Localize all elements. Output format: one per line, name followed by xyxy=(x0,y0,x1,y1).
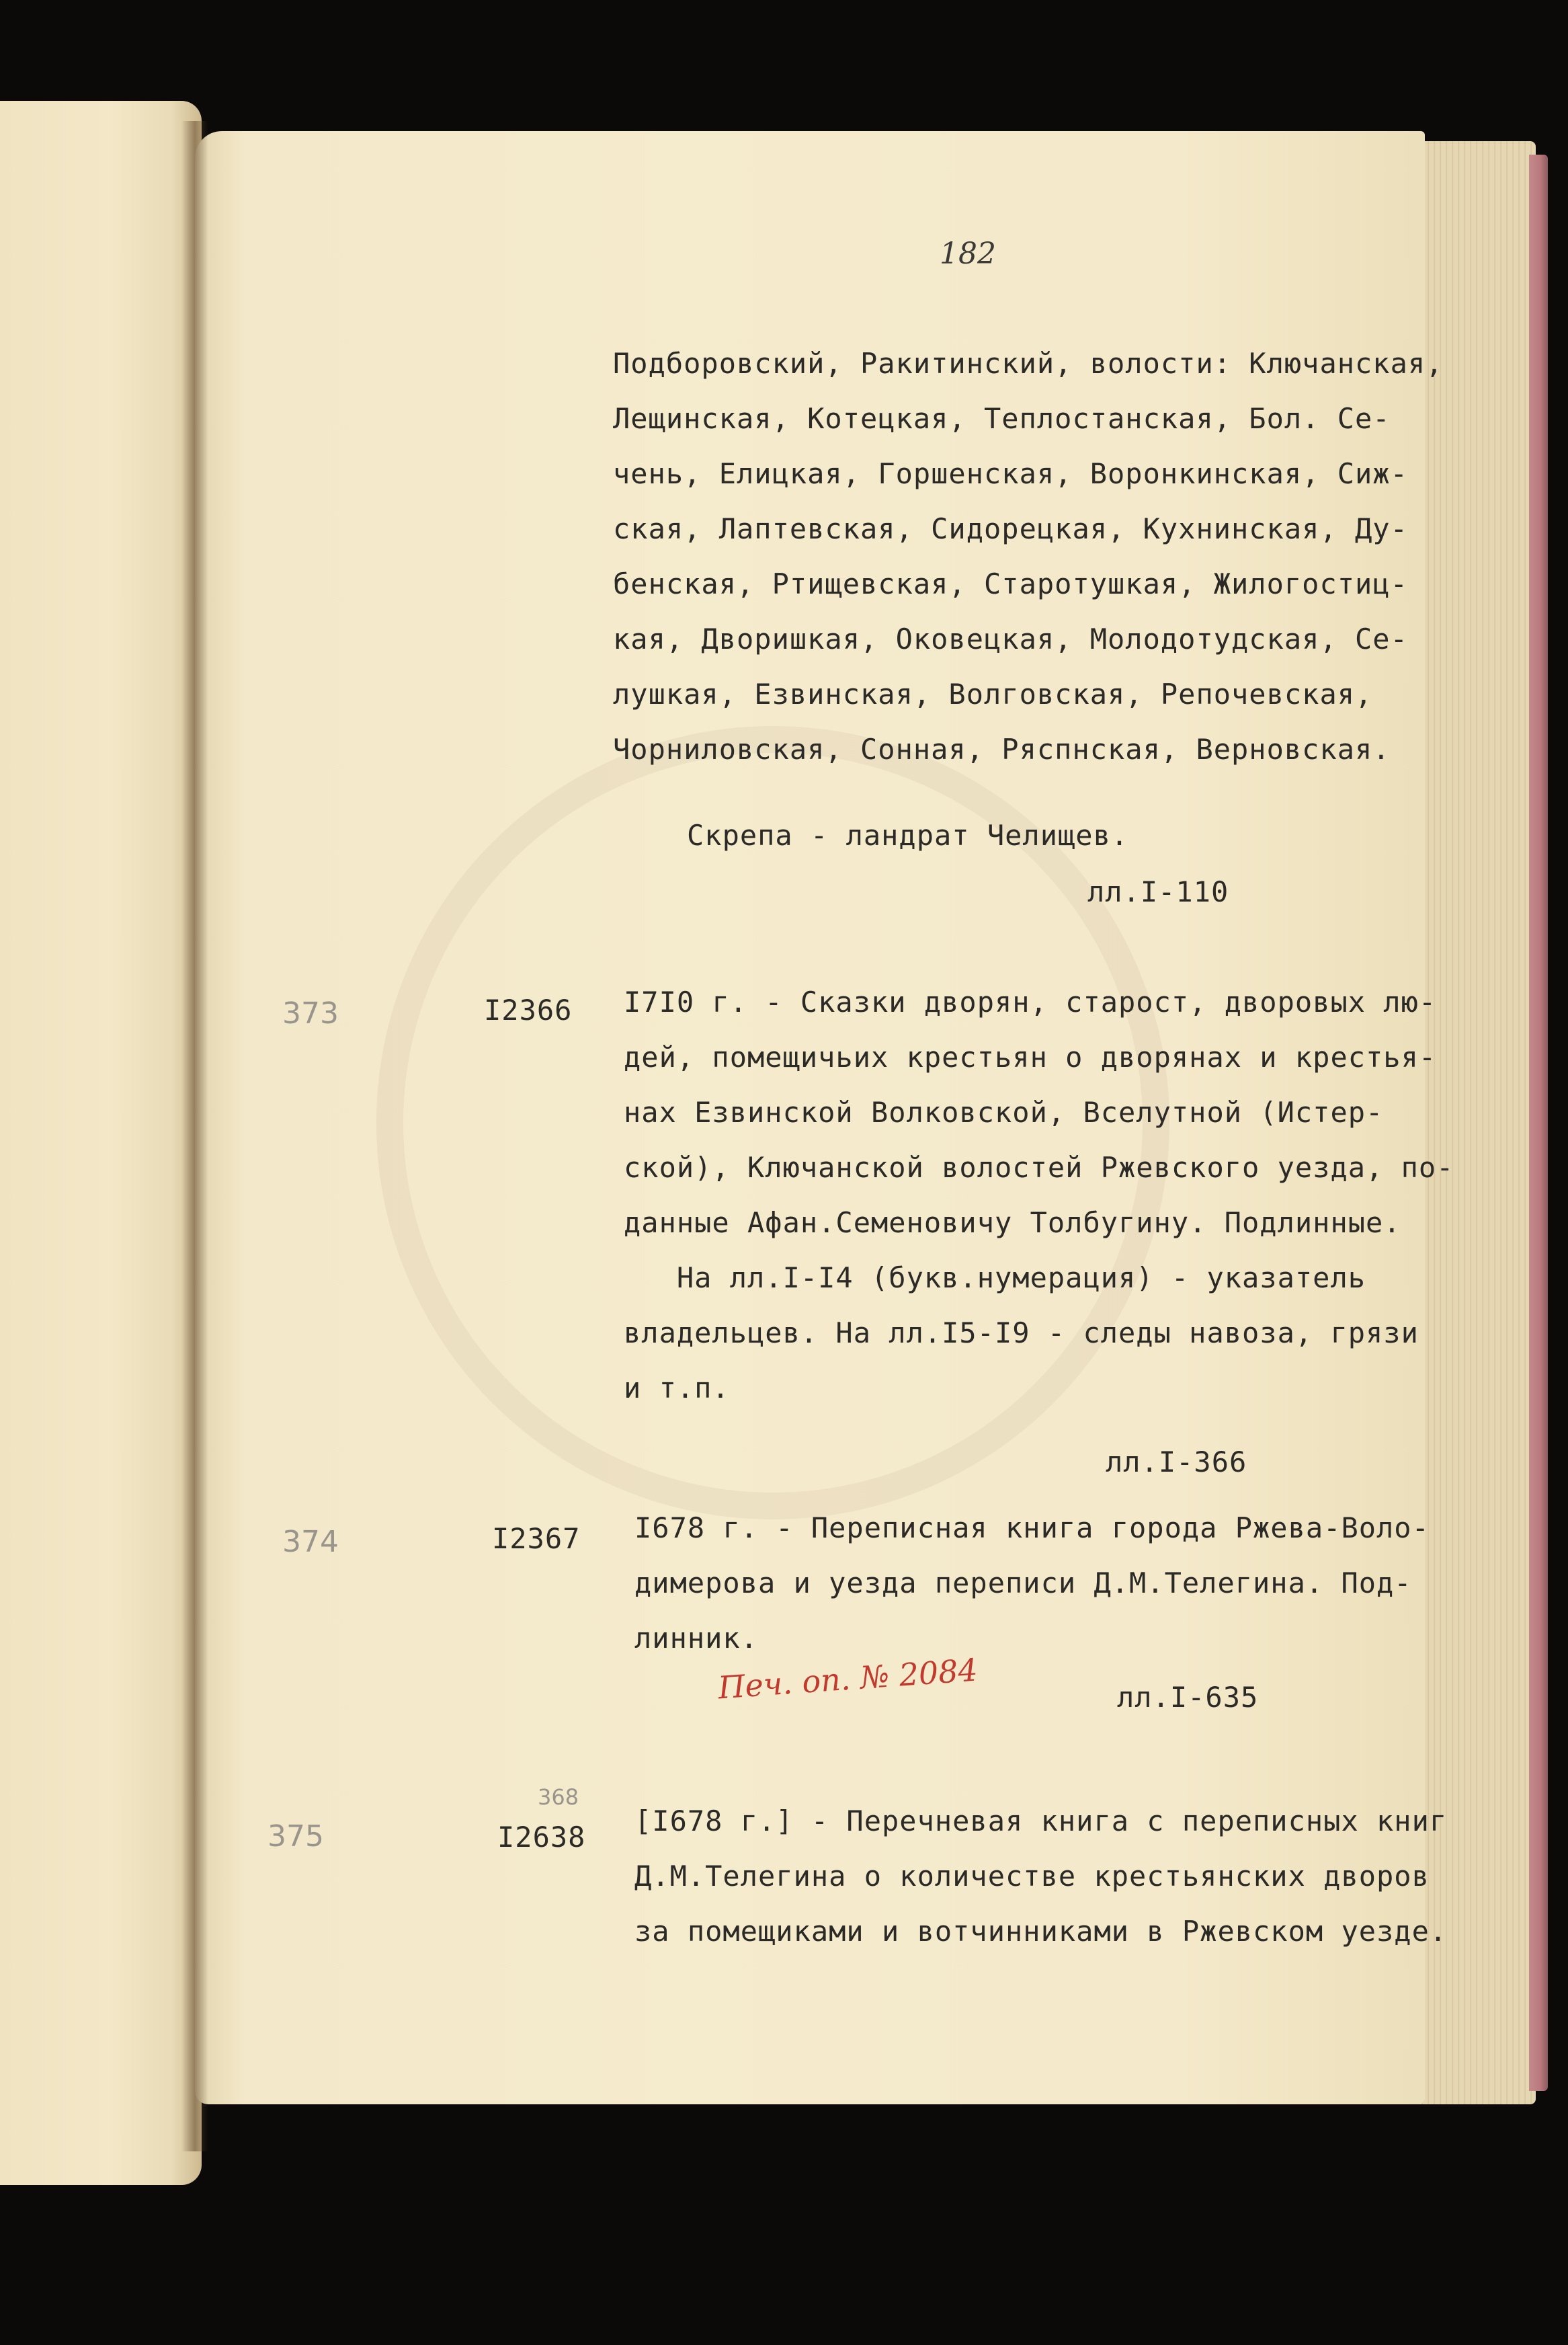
entry-line: за помещиками и вотчинниками в Ржевском уезде. xyxy=(634,1915,1448,1948)
continuation-line: кая, Дворишкая, Оковецкая, Молодотудская, Се- xyxy=(613,623,1408,655)
continuation-text xyxy=(613,336,1443,777)
continuation-line: ская, Лаптевская, Сидорецкая, Кухнинская, Ду- xyxy=(613,512,1408,545)
handwritten-annotation: Печ. оп. № 2084 xyxy=(716,1651,979,1706)
entry-line: I678 г. - Переписная книга города Ржева-Воло- xyxy=(634,1511,1430,1544)
entry-number: 374 xyxy=(282,1525,339,1559)
entry-number: 373 xyxy=(282,996,339,1031)
entry-code: I2638 xyxy=(497,1821,586,1854)
continuation-line: Чорниловская, Сонная, Ряспнская, Верновская. xyxy=(613,733,1391,766)
entry-line: нах Езвинской Волковской, Вселутной (Истер- xyxy=(624,1096,1384,1129)
entry-superscript: 368 xyxy=(538,1784,579,1810)
sheet-range: лл.I-635 xyxy=(1117,1681,1259,1714)
entry-text xyxy=(634,1794,1447,1959)
continuation-line: чень, Елицкая, Горшенская, Воронкинская, Сиж- xyxy=(613,457,1408,490)
entry-code: I2366 xyxy=(484,994,573,1027)
entry-line: димерова и уезда переписи Д.М.Телегина. Под- xyxy=(634,1566,1412,1599)
continuation-line: лушкая, Езвинская, Волговская, Репочевская, xyxy=(613,678,1373,711)
book-gutter xyxy=(181,121,208,2151)
sheet-range: лл.I-366 xyxy=(1106,1445,1247,1478)
continuation-line: Подборовский, Ракитинский, волости: Ключанская, xyxy=(613,347,1444,380)
entry-line: I7I0 г. - Сказки дворян, старост, дворовых лю- xyxy=(624,986,1437,1019)
entry-line: владельцев. На лл.I5-I9 - следы навоза, грязи xyxy=(624,1316,1419,1349)
continuation-line: Лещинская, Котецкая, Теплостанская, Бол. Се- xyxy=(613,402,1391,435)
sheet-range: лл.I-110 xyxy=(1087,875,1229,908)
left-page xyxy=(0,101,202,2185)
entry-line: и т.п. xyxy=(624,1372,730,1404)
seal-note: Скрепа - ландрат Челищев. xyxy=(687,819,1129,852)
entry-text xyxy=(624,975,1454,1416)
continuation-line: бенская, Ртищевская, Старотушкая, Жилогостиц- xyxy=(613,567,1408,600)
entry-line: линник. xyxy=(634,1622,759,1655)
entry-number: 375 xyxy=(267,1819,324,1854)
entry-line: дей, помещичьих крестьян о дворянах и крестья- xyxy=(624,1041,1437,1074)
entry-line: [I678 г.] - Перечневая книга с переписных книг xyxy=(634,1804,1448,1837)
entry-line: ской), Ключанской волостей Ржевского уезда, по- xyxy=(624,1151,1454,1184)
book-cover-edge xyxy=(1529,155,1548,2091)
entry-text xyxy=(634,1501,1430,1666)
entry-line: данные Афан.Семеновичу Толбугину. Подлинные. xyxy=(624,1206,1401,1239)
page-number: 182 xyxy=(940,237,996,271)
entry-line: На лл.I-I4 (букв.нумерация) - указатель xyxy=(624,1261,1366,1294)
entry-code: I2367 xyxy=(492,1522,581,1555)
entry-line: Д.М.Телегина о количестве крестьянских дворов xyxy=(634,1860,1430,1893)
